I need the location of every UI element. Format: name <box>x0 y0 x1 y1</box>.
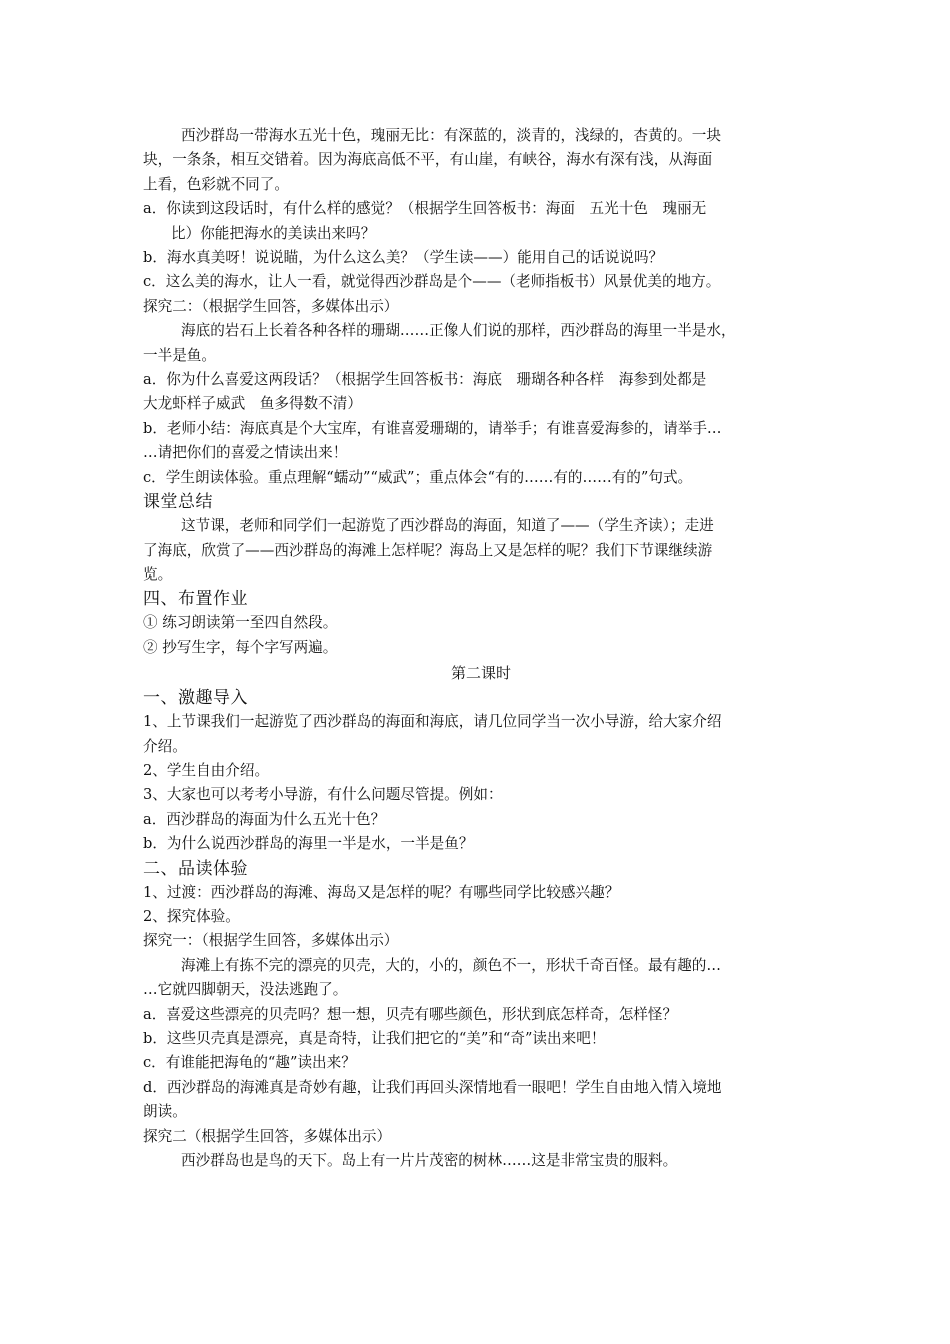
text-line: ① 练习朗读第一至四自然段。 <box>143 614 338 632</box>
text-line: 介绍。 <box>143 737 187 755</box>
text-line: 比）你能把海水的美读出来吗？ <box>171 224 376 242</box>
section-heading: 课堂总结 <box>143 492 213 513</box>
text-line: 海底的岩石上长着各种各样的珊瑚……正像人们说的那样，西沙群岛的海里一半是水， <box>181 322 736 340</box>
text-line: 探究一：（根据学生回答，多媒体出示） <box>143 932 399 950</box>
document-body <box>143 124 819 1173</box>
text-line: a．喜爱这些漂亮的贝壳吗？想一想，贝壳有哪些颜色，形状到底怎样奇，怎样怪？ <box>143 1005 678 1023</box>
text-line: 3、大家也可以考考小导游，有什么问题尽管提。例如： <box>143 786 503 804</box>
text-line: a．你读到这段话时，有什么样的感觉？（根据学生回答板书：海面 五光十色 瑰丽无 <box>143 200 707 218</box>
section-heading: 二、品读体验 <box>143 858 248 879</box>
text-line: 1、上节课我们一起游览了西沙群岛的海面和海底，请几位同学当一次小导游，给大家介绍 <box>143 713 722 731</box>
text-line: 探究二（根据学生回答，多媒体出示） <box>143 1127 392 1145</box>
text-line: ② 抄写生字，每个字写两遍。 <box>143 638 338 656</box>
text-line: b．这些贝壳真是漂亮，真是奇特，让我们把它的“美”和“奇”读出来吧！ <box>143 1030 606 1047</box>
text-line: 大龙虾样子威武 鱼多得数不清） <box>143 395 362 413</box>
text-line: 探究二：（根据学生回答，多媒体出示） <box>143 297 399 315</box>
text-line: 上看，色彩就不同了。 <box>143 175 289 193</box>
section-heading: 四、布置作业 <box>143 589 248 610</box>
text-line: c．学生朗读体验。重点理解“蠕动”“威武”；重点体会“有的……有的……有的”句式。 <box>143 468 693 486</box>
text-line: 2、探究体验。 <box>143 907 240 925</box>
text-line: …请把你们的喜爱之情读出来！ <box>143 444 348 462</box>
lesson-title: 第二课时 <box>450 664 511 683</box>
text-line: b．老师小结：海底真是个大宝库，有谁喜爱珊瑚的，请举手；有谁喜爱海参的，请举手… <box>143 419 722 437</box>
text-line: a．西沙群岛的海面为什么五光十色？ <box>143 810 386 828</box>
text-line: a．你为什么喜爱这两段话？（根据学生回答板书：海底 珊瑚各种各样 海参到处都是 <box>143 371 707 389</box>
text-line: 西沙群岛也是鸟的天下。岛上有一片片茂密的树林……这是非常宝贵的服料。 <box>181 1152 678 1170</box>
text-line: b．海水真美呀！说说瞄，为什么这么美？（学生读——）能用自己的话说说吗？ <box>143 249 664 267</box>
text-line: 西沙群岛一带海水五光十色，瑰丽无比：有深蓝的，淡青的，浅绿的，杏黄的。一块 <box>181 127 721 144</box>
text-line: 览。 <box>143 565 173 583</box>
text-line: c．有谁能把海龟的“趣”读出来？ <box>143 1054 356 1072</box>
text-line: 了海底，欣赏了——西沙群岛的海滩上怎样呢？海岛上又是怎样的呢？我们下节课继续游 <box>143 541 713 559</box>
text-line: 一半是鱼。 <box>143 346 216 364</box>
text-line: …它就四脚朝天，没法逃跑了。 <box>143 981 348 999</box>
text-line: 海滩上有拣不完的漂亮的贝壳，大的，小的，颜色不一，形状千奇百怪。最有趣的… <box>181 956 721 974</box>
section-heading: 一、激趣导入 <box>143 688 248 709</box>
text-line: 这节课，老师和同学们一起游览了西沙群岛的海面，知道了——（学生齐读）；走进 <box>181 517 714 535</box>
text-line: b．为什么说西沙群岛的海里一半是水，一半是鱼？ <box>143 835 474 853</box>
text-line: 2、学生自由介绍。 <box>143 761 270 779</box>
text-line: 朗读。 <box>143 1103 187 1121</box>
text-line: c．这么美的海水，让人一看，就觉得西沙群岛是个——（老师指板书）风景优美的地方。 <box>143 273 721 291</box>
text-line: 1、过渡：西沙群岛的海滩、海岛又是怎样的呢？有哪些同学比较感兴趣？ <box>143 883 620 901</box>
text-line: 块，一条条，相互交错着。因为海底高低不平，有山崖，有峡谷，海水有深有浅，从海面 <box>143 151 713 169</box>
text-line: d．西沙群岛的海滩真是奇妙有趣，让我们再回头深情地看一眼吧！学生自由地入情入境地 <box>143 1078 722 1096</box>
